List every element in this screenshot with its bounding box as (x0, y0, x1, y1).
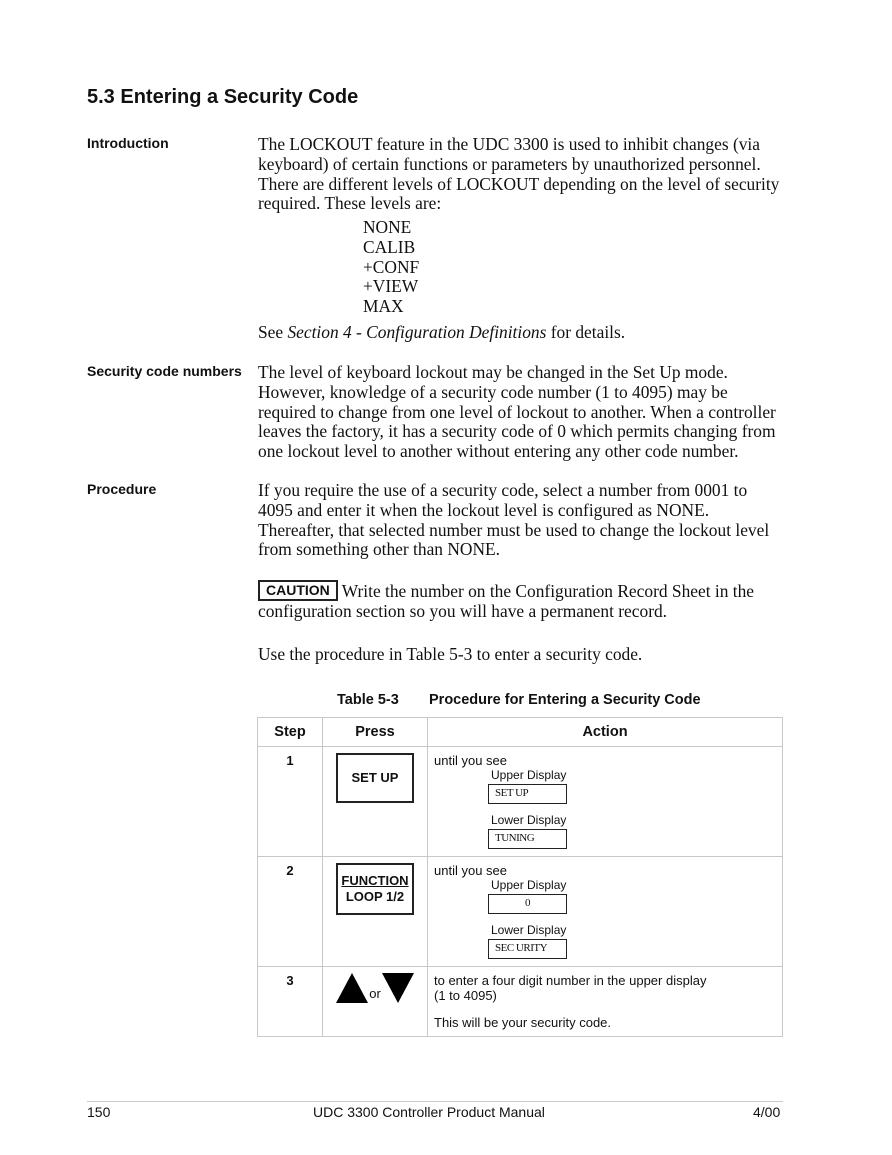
caution-text: Write the number on the Configuration Record Sheet in the configuration section so you will have a permanent record. (258, 581, 755, 621)
or-text: or (369, 985, 381, 1001)
lower-display-label: Lower Display (491, 923, 567, 937)
step-number: 1 (258, 747, 323, 857)
upper-display-label: Upper Display (491, 878, 567, 892)
caution-badge: CAUTION (258, 580, 338, 601)
procedure-text: If you require the use of a security code, select a number from 0001 to 4095 and enter it when the lockout level is configured as NONE. Thereafter, that selected number must be used to change the lockout level from something other than NONE. (258, 480, 770, 560)
lockout-level: +CONF (363, 256, 420, 277)
footer-divider (87, 1101, 783, 1102)
step-number: 2 (258, 857, 323, 967)
footer-title: UDC 3300 Controller Product Manual (313, 1104, 545, 1120)
lockout-level: CALIB (363, 236, 416, 257)
action-cell (428, 857, 783, 967)
see-suffix: for details. (546, 322, 626, 342)
security-codes-text: The level of keyboard lockout may be changed in the Set Up mode. However, knowledge of a security code number (1 to 4095) may be required to change from one level of lockout to another. When a controller leaves the factory, it has a security code of 0 which permits changing from one lockout level to another without entering any other code number. (258, 362, 776, 462)
caution-paragraph (258, 580, 786, 622)
table-row (258, 967, 783, 1037)
setup-key-button[interactable] (336, 753, 414, 803)
loop-key-label: LOOP 1/2 (345, 889, 405, 904)
use-procedure-text: Use the procedure in Table 5-3 to enter a security code. (258, 644, 643, 664)
table-row (258, 857, 783, 967)
introduction-label: Introduction (87, 135, 169, 151)
lower-display-value: TUNING (488, 829, 567, 849)
press-cell (323, 857, 428, 967)
security-codes-label: Security code numbers (87, 363, 242, 379)
lower-display-label: Lower Display (491, 813, 567, 827)
header-step: Step (258, 718, 323, 747)
procedure-label: Procedure (87, 481, 157, 497)
table-number: Table 5-3 (337, 692, 399, 708)
function-loop-key-button[interactable] (336, 863, 414, 915)
action-line: This will be your security code. (434, 1015, 612, 1030)
step-number: 3 (258, 967, 323, 1037)
lockout-level: NONE (363, 217, 412, 237)
procedure-table (257, 717, 783, 1037)
section-heading: 5.3 Entering a Security Code (87, 86, 359, 108)
press-cell (323, 967, 428, 1037)
lower-display-value: SEC URITY (488, 939, 567, 959)
upper-display-value: 0 (488, 894, 567, 914)
footer-date: 4/00 (753, 1104, 781, 1120)
see-prefix: See (258, 322, 288, 342)
action-intro: until you see (434, 753, 507, 768)
action-cell (428, 967, 783, 1037)
press-cell (323, 747, 428, 857)
action-line: (1 to 4095) (434, 988, 497, 1003)
setup-key-label: SET UP (351, 770, 399, 785)
see-reference (258, 323, 786, 343)
section-reference: Section 4 - Configuration Definitions (287, 322, 547, 342)
lockout-levels-list (363, 218, 419, 317)
action-line: to enter a four digit number in the upper display (434, 973, 707, 988)
action-intro: until you see (434, 863, 507, 878)
upper-display-label: Upper Display (491, 768, 567, 782)
header-press: Press (323, 718, 428, 747)
lockout-level: +VIEW (363, 276, 419, 297)
action-cell (428, 747, 783, 857)
lockout-level: MAX (363, 296, 404, 317)
table-row (258, 747, 783, 857)
introduction-text: The LOCKOUT feature in the UDC 3300 is used to inhibit changes (via keyboard) of certain functions or parameters by unauthorized personnel. There are different levels of LOCKOUT depending on the level of security required. These levels are: (258, 134, 780, 214)
header-action: Action (428, 718, 783, 747)
function-key-label: FUNCTION (341, 873, 409, 888)
table-title: Procedure for Entering a Security Code (429, 692, 701, 708)
upper-display-value: SET UP (488, 784, 567, 804)
down-arrow-icon[interactable] (382, 973, 414, 1003)
arrow-keys (323, 973, 427, 1003)
footer-page-number: 150 (87, 1104, 111, 1120)
table-header-row (258, 718, 783, 747)
up-arrow-icon[interactable] (336, 973, 368, 1003)
table-caption (337, 692, 701, 708)
